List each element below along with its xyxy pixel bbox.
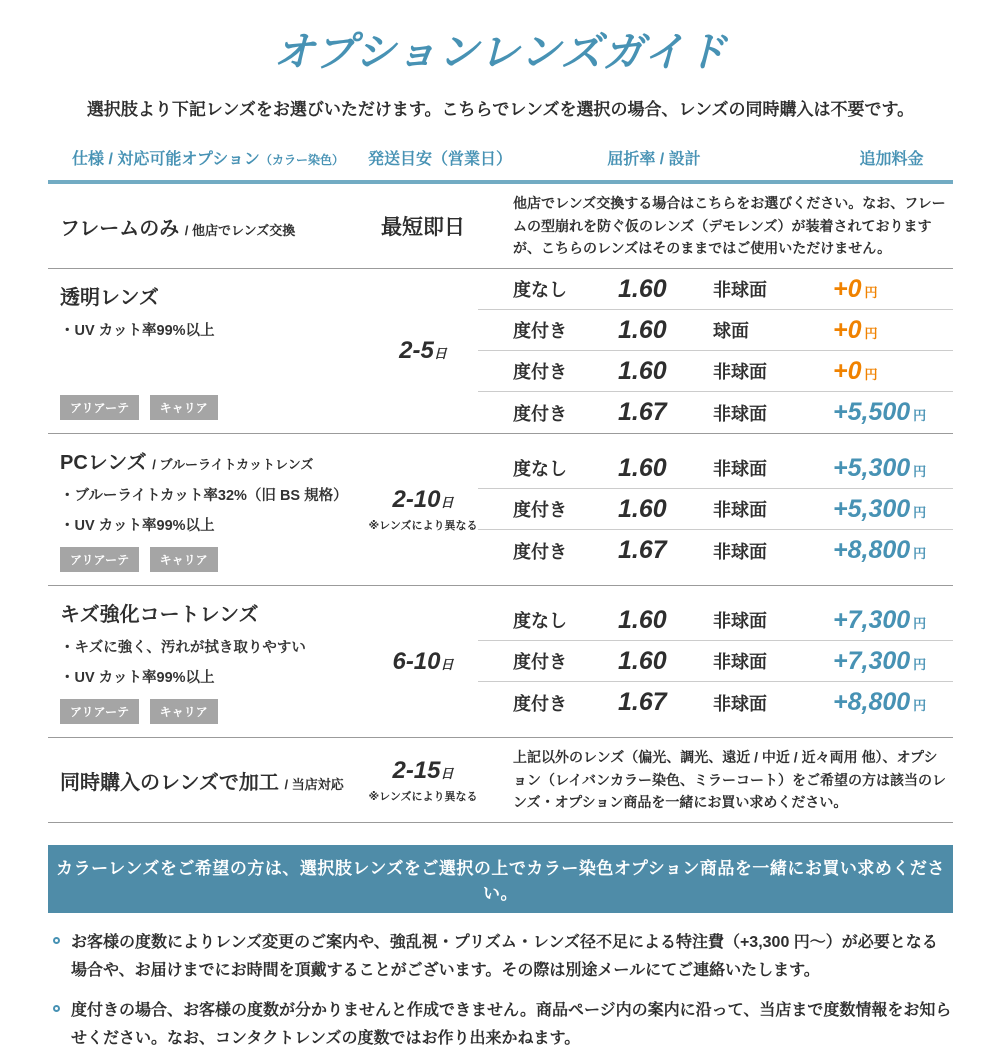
- option-design: 球面: [713, 321, 749, 342]
- row-title-main: PCレンズ: [60, 452, 147, 475]
- price-unit: 円: [864, 366, 878, 382]
- option-row: [478, 310, 953, 351]
- badge-ariate: アリアーテ: [60, 547, 139, 572]
- option-index: 1.67: [618, 398, 667, 427]
- option-price: [833, 495, 926, 524]
- price-unit: 円: [913, 615, 927, 631]
- option-index: 1.60: [618, 605, 667, 634]
- circle-bullet-icon: [53, 937, 60, 944]
- circle-bullet-icon: [53, 1005, 60, 1012]
- price-value: +0: [833, 274, 862, 303]
- shipping-estimate: [399, 337, 447, 365]
- badge-list: [60, 687, 368, 724]
- row-spec-cell: [48, 184, 368, 268]
- row-detail-cell: [478, 738, 953, 822]
- option-row: [478, 269, 953, 310]
- price-value: +5,300: [833, 453, 911, 482]
- page-subtitle: 選択肢より下記レンズをお選びいただけます。こちらでレンズを選択の場合、レンズの同時購入は不要です。: [86, 100, 915, 120]
- option-row: [478, 392, 953, 433]
- badge-career: キャリア: [150, 699, 218, 724]
- option-design: 非球面: [713, 693, 767, 714]
- option-power: 度付き: [513, 693, 567, 714]
- option-index: 1.67: [618, 688, 667, 717]
- lens-guide-page: [0, 30, 1001, 1053]
- row-shipping-cell: [368, 738, 478, 822]
- price-unit: 円: [913, 656, 927, 672]
- row-spec-cell: [48, 586, 368, 737]
- price-value: +5,300: [833, 494, 911, 523]
- option-price: [833, 398, 926, 427]
- price-unit: 円: [913, 408, 927, 424]
- option-design: 非球面: [713, 611, 767, 632]
- table-column-headers: [48, 146, 953, 169]
- row-feature: ・キズに強く、汚れが拭き取りやすい: [60, 640, 306, 657]
- row-options-cell: [478, 269, 953, 433]
- row-shipping-cell: [368, 434, 478, 585]
- row-title: [60, 212, 368, 241]
- row-description: 他店でレンズ交換する場合はこちらをお選びください。なお、フレームの型崩れを防ぐ仮のレンズ（デモレンズ）が装着されておりますが、こちらのレンズはそのままではご使用いただけません。: [513, 195, 946, 257]
- note-text: 度付きの場合、お客様の度数が分かりませんと作成できません。商品ページ内の案内に沿って、当店まで度数情報をお知らせください。なお、コンタクトレンズの度数ではお作り出来かねます。: [71, 1002, 952, 1048]
- option-price: [833, 454, 926, 483]
- shipping-unit: 日: [440, 765, 454, 781]
- note-item: [48, 997, 953, 1053]
- option-price: [833, 606, 926, 635]
- row-detail-cell: [478, 184, 953, 268]
- column-header-price: 追加料金: [859, 151, 924, 169]
- option-index: 1.60: [618, 494, 667, 523]
- row-spec-cell: [48, 738, 368, 822]
- option-design: 非球面: [713, 541, 767, 562]
- row-spec-cell: [48, 269, 368, 433]
- option-row: [478, 448, 953, 489]
- option-design: 非球面: [713, 403, 767, 424]
- shipping-unit: 日: [440, 495, 454, 511]
- option-design: 非球面: [713, 652, 767, 673]
- shipping-days: 6-10: [392, 647, 441, 675]
- column-header-refraction: 屈折率 / 設計: [607, 151, 701, 169]
- row-description: 上記以外のレンズ（偏光、調光、遠近 / 中近 / 近々両用 他）、オプション（レイバンカラー染色、ミラーコート）をご希望の方は該当のレンズ・オプション商品を一緒にお買い求めください。: [513, 749, 947, 811]
- option-row: [478, 600, 953, 641]
- column-header-shipping: 発送目安（営業日）: [368, 151, 513, 169]
- option-power: 度なし: [513, 611, 567, 632]
- price-unit: 円: [913, 463, 927, 479]
- badge-career: キャリア: [150, 547, 218, 572]
- badge-list: [60, 383, 368, 420]
- table-row-scratch-coat-lens: [48, 586, 953, 738]
- shipping-estimate: 最短即日: [381, 216, 465, 240]
- option-row: [478, 489, 953, 530]
- row-spec-cell: [48, 434, 368, 585]
- option-index: 1.60: [618, 315, 667, 344]
- notes-section: [48, 929, 953, 1053]
- row-title: [60, 446, 368, 475]
- row-title: 透明レンズ: [60, 287, 159, 310]
- price-unit: 円: [864, 325, 878, 341]
- option-price: [833, 357, 878, 386]
- color-lens-banner: カラーレンズをご希望の方は、選択肢レンズをご選択の上でカラー染色オプション商品を一緒にお買い求めください。: [48, 845, 953, 913]
- table-row-frame-only: [48, 184, 953, 269]
- price-unit: 円: [913, 698, 927, 714]
- option-power: 度付き: [513, 321, 567, 342]
- column-header-spec-label: 仕様 / 対応可能オプション: [72, 151, 260, 169]
- option-design: 非球面: [713, 362, 767, 383]
- row-shipping-cell: [368, 586, 478, 737]
- option-design: 非球面: [713, 459, 767, 480]
- option-power: 度付き: [513, 362, 567, 383]
- row-title-suffix: / ブルーライトカットレンズ: [152, 457, 314, 473]
- badge-list: [60, 535, 368, 572]
- column-header-spec-note: （カラー染色）: [259, 153, 344, 168]
- option-index: 1.60: [618, 453, 667, 482]
- shipping-estimate: [392, 486, 453, 514]
- option-index: 1.67: [618, 536, 667, 565]
- price-value: +8,800: [833, 536, 911, 565]
- table-row-pc-lens: [48, 434, 953, 586]
- shipping-days: 2-15: [392, 756, 441, 784]
- row-title-suffix: / 当店対応: [284, 776, 344, 792]
- price-value: +5,500: [833, 398, 911, 427]
- price-unit: 円: [864, 284, 878, 300]
- row-shipping-cell: [368, 184, 478, 268]
- note-item: [48, 929, 953, 985]
- option-index: 1.60: [618, 274, 667, 303]
- option-power: 度付き: [513, 652, 567, 673]
- price-value: +7,300: [833, 605, 911, 634]
- option-price: [833, 275, 878, 304]
- shipping-note: ※レンズにより異なる: [368, 790, 478, 803]
- price-value: +7,300: [833, 646, 911, 675]
- badge-ariate: アリアーテ: [60, 699, 139, 724]
- row-title-main: フレームのみ: [60, 217, 180, 240]
- option-row: [478, 351, 953, 392]
- option-price: [833, 316, 878, 345]
- option-price: [833, 647, 926, 676]
- row-feature: ・UV カット率99%以上: [60, 670, 215, 687]
- shipping-estimate: [392, 648, 453, 676]
- option-price: [833, 536, 926, 565]
- option-design: 非球面: [713, 500, 767, 521]
- note-text: お客様の度数によりレンズ変更のご案内や、強乱視・プリズム・レンズ径不足による特注費（+3,300 円〜）が必要となる場合や、お届けまでにお時間を頂戴することがございます。その際は別途メールにてご連絡いたします。: [71, 934, 938, 980]
- price-unit: 円: [913, 504, 927, 520]
- price-unit: 円: [913, 546, 927, 562]
- option-index: 1.60: [618, 646, 667, 675]
- option-power: 度付き: [513, 500, 567, 521]
- option-row: [478, 682, 953, 723]
- price-value: +8,800: [833, 688, 911, 717]
- row-options-cell: [478, 586, 953, 737]
- row-options-cell: [478, 434, 953, 585]
- row-feature: ・UV カット率99%以上: [60, 323, 215, 340]
- price-value: +0: [833, 315, 862, 344]
- shipping-days: 2-5: [399, 337, 434, 365]
- shipping-note: ※レンズにより異なる: [368, 520, 478, 533]
- option-price: [833, 688, 926, 717]
- row-title-suffix: / 他店でレンズ交換: [184, 222, 296, 238]
- badge-career: キャリア: [150, 395, 218, 420]
- option-power: 度なし: [513, 280, 567, 301]
- column-header-spec: [48, 146, 368, 169]
- row-title: [60, 766, 368, 795]
- row-feature: ・ブルーライトカット率32%（旧 BS 規格）: [60, 488, 348, 505]
- badge-ariate: アリアーテ: [60, 395, 139, 420]
- option-power: 度付き: [513, 403, 567, 424]
- row-title: キズ強化コートレンズ: [60, 604, 259, 627]
- shipping-unit: 日: [433, 346, 447, 362]
- page-title: オプションレンズガイド: [273, 29, 728, 75]
- option-power: 度なし: [513, 459, 567, 480]
- table-row-clear-lens: [48, 269, 953, 434]
- shipping-unit: 日: [440, 656, 454, 672]
- table-row-simultaneous-purchase: [48, 738, 953, 823]
- option-design: 非球面: [713, 280, 767, 301]
- option-index: 1.60: [618, 356, 667, 385]
- option-power: 度付き: [513, 541, 567, 562]
- row-feature: ・UV カット率99%以上: [60, 518, 215, 535]
- row-title-main: 同時購入のレンズで加工: [60, 771, 279, 794]
- price-value: +0: [833, 356, 862, 385]
- shipping-estimate: [392, 757, 453, 785]
- option-row: [478, 530, 953, 571]
- option-row: [478, 641, 953, 682]
- row-shipping-cell: [368, 269, 478, 433]
- shipping-days: 2-10: [392, 486, 441, 514]
